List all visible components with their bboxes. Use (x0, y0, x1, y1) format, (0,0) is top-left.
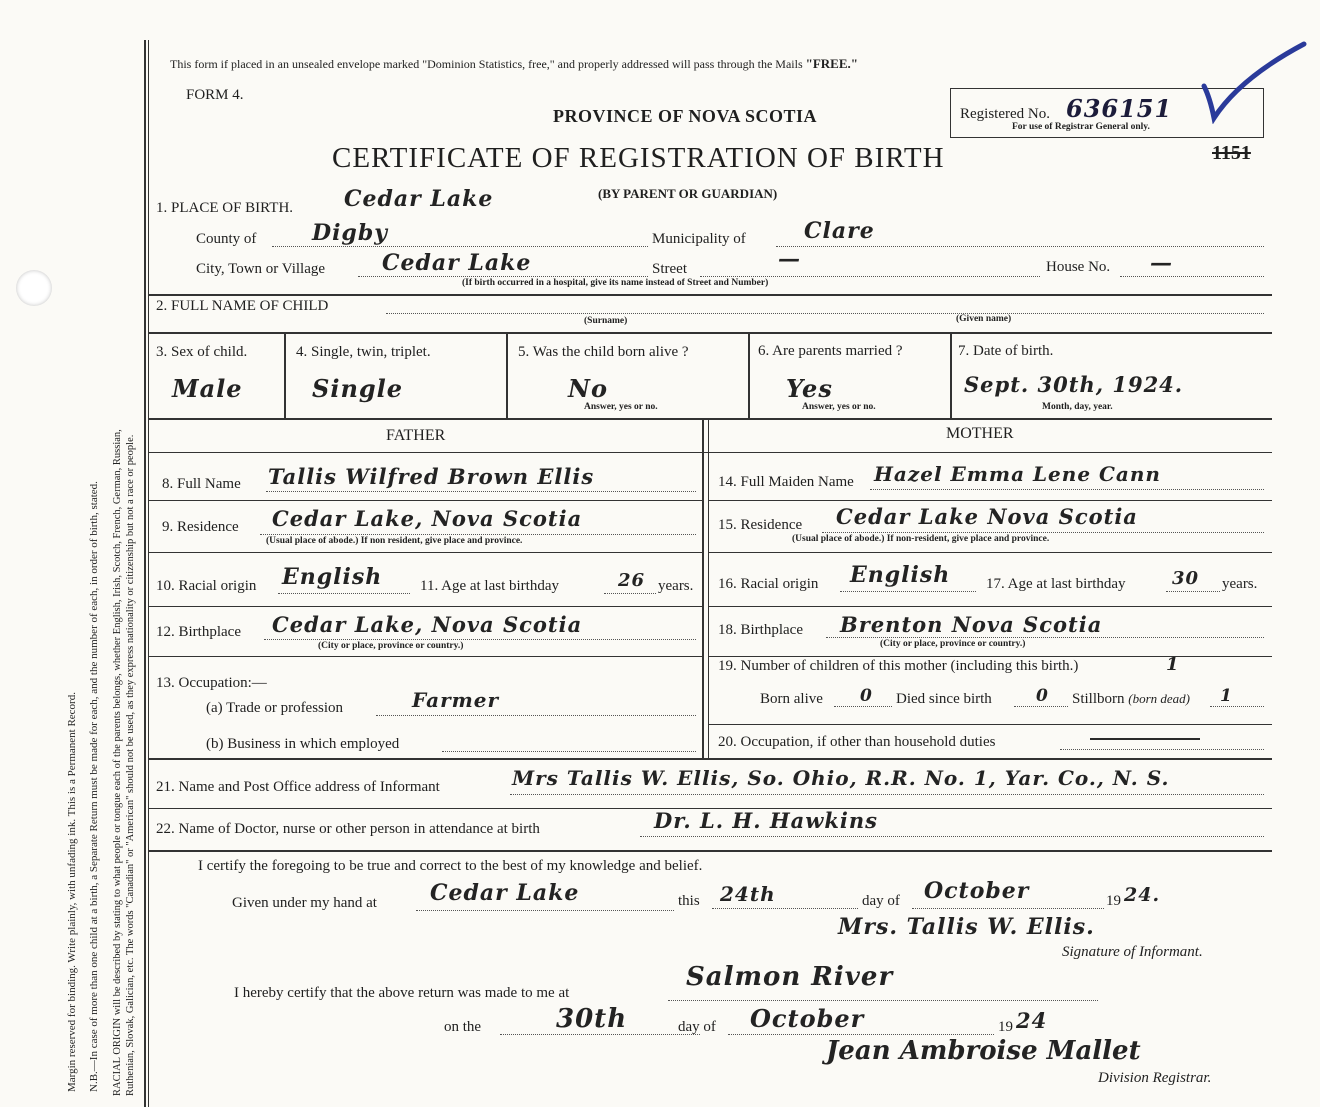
father-business-line (442, 751, 696, 752)
street-value: — (778, 246, 801, 272)
mother-residence-note: (Usual place of abode.) If non-resident, give place and province. (792, 534, 1050, 544)
this-label: this (678, 893, 700, 909)
place-of-birth-value: Cedar Lake (344, 186, 494, 212)
mother-children-value: 1 (1166, 654, 1180, 675)
reg-year-value: 24 (1016, 1008, 1048, 1033)
day-of-label: day of (862, 893, 900, 909)
rule-parents-heading (148, 452, 1272, 453)
mother-birthplace-line (826, 637, 1264, 638)
house-value: — (1150, 250, 1173, 276)
born-alive-value: No (568, 374, 608, 403)
mother-occupation-label: 20. Occupation, if other than household duties (718, 734, 996, 750)
rule-mother-residence (708, 552, 1272, 553)
mother-racial-line (840, 591, 976, 592)
mother-age-value: 30 (1172, 568, 1200, 589)
mother-racial-value: English (850, 562, 951, 588)
mother-birthplace-note: (City or place, province or country.) (880, 639, 1026, 649)
rule-after-parents (148, 758, 1272, 760)
margin-note-binding: Margin reserved for binding. Write plainly, with unfading ink. This is a Permanent Record. (66, 692, 78, 1092)
child-col-divider-4 (950, 332, 952, 418)
county-label: County of (196, 231, 257, 247)
province-heading: PROVINCE OF NOVA SCOTIA (553, 106, 818, 126)
mother-age-label: 17. Age at last birthday (986, 576, 1126, 592)
doctor-label: 22. Name of Doctor, nurse or other person in attendance at birth (156, 821, 540, 837)
child-name-line (386, 313, 1264, 314)
stillborn-value: 1 (1220, 686, 1233, 706)
mail-notice-text: This form if placed in an unsealed envelope marked "Dominion Statistics, free," and properly addressed will pass through the Mails (170, 57, 803, 71)
hospital-note: (If birth occurred in a hospital, give its name instead of Street and Number) (462, 278, 769, 288)
doctor-line (640, 836, 1264, 837)
informant-signature-label: Signature of Informant. (1062, 944, 1203, 960)
father-racial-label: 10. Racial origin (156, 578, 257, 594)
mother-age-line (1166, 591, 1220, 592)
mother-racial-label: 16. Racial origin (718, 576, 819, 592)
reg-day-of-label: day of (678, 1019, 716, 1035)
parents-divider-inner (708, 418, 709, 758)
father-residence-label: 9. Residence (162, 519, 239, 535)
given-month-value: October (924, 878, 1030, 904)
check-mark-icon (1200, 38, 1310, 124)
father-birthplace-note: (City or place, province or country.) (318, 641, 464, 651)
mother-name-label: 14. Full Maiden Name (718, 474, 854, 490)
father-name-value: Tallis Wilfred Brown Ellis (268, 464, 595, 489)
born-alive-count-value: 0 (860, 686, 873, 706)
reg-day-line (500, 1034, 700, 1035)
sex-value: Male (172, 374, 243, 403)
mother-children-label: 19. Number of children of this mother (including this birth.) (718, 658, 1079, 674)
rule-father-residence (148, 552, 702, 553)
plurality-label: 4. Single, twin, triplet. (296, 344, 431, 360)
informant-label: 21. Name and Post Office address of Informant (156, 779, 440, 795)
registrar-note: For use of Registrar General only. (1012, 122, 1150, 132)
father-age-line (604, 593, 656, 594)
county-line (272, 246, 648, 247)
sex-label: 3. Sex of child. (156, 344, 248, 360)
city-value: Cedar Lake (382, 250, 532, 276)
struck-number: 1151 (1212, 142, 1251, 164)
date-of-birth-label: 7. Date of birth. (958, 343, 1054, 359)
father-racial-value: English (282, 564, 383, 590)
informant-signature: Mrs. Tallis W. Ellis. (838, 914, 1095, 940)
died-since-birth-value: 0 (1036, 686, 1049, 706)
on-the-label: on the (444, 1019, 482, 1035)
mail-notice-free: "FREE." (805, 56, 858, 71)
rule-after-section1 (148, 294, 1272, 296)
child-col-divider-1 (284, 332, 286, 418)
mother-residence-line (822, 532, 1264, 533)
doctor-value: Dr. L. H. Hawkins (654, 808, 878, 833)
father-trade-line (376, 715, 696, 716)
informant-value: Mrs Tallis W. Ellis, So. Ohio, R.R. No. 1, Yar. Co., N. S. (512, 766, 1170, 790)
father-name-label: 8. Full Name (162, 476, 241, 492)
father-occupation-label: 13. Occupation:— (156, 675, 267, 691)
father-heading: FATHER (386, 427, 446, 444)
form-left-border (144, 40, 146, 1107)
born-alive-count-label: Born alive (760, 691, 823, 707)
reg-day-value: 30th (556, 1004, 628, 1034)
mail-notice (170, 56, 858, 72)
registrar-place-line (668, 1000, 1098, 1001)
date-of-birth-note: Month, day, year. (1042, 402, 1113, 412)
mother-residence-label: 15. Residence (718, 517, 803, 533)
mother-heading: MOTHER (946, 425, 1014, 442)
born-alive-label: 5. Was the child born alive ? (518, 344, 689, 360)
father-residence-value: Cedar Lake, Nova Scotia (272, 506, 583, 531)
given-under-hand-label: Given under my hand at (232, 895, 377, 911)
plurality-value: Single (312, 374, 404, 403)
mother-occupation-line (1060, 749, 1264, 750)
rule-father-racial (148, 606, 702, 607)
given-day-line (712, 908, 858, 909)
father-residence-line (260, 534, 696, 535)
father-business-label: (b) Business in which employed (206, 736, 400, 752)
mother-name-value: Hazel Emma Lene Cann (874, 462, 1161, 486)
given-place-value: Cedar Lake (430, 880, 580, 906)
reg-year-prefix: 19 (998, 1019, 1013, 1035)
mother-birthplace-label: 18. Birthplace (718, 622, 803, 638)
given-place-line (416, 910, 674, 911)
street-label: Street (652, 261, 687, 277)
father-racial-line (278, 593, 410, 594)
date-of-birth-value: Sept. 30th, 1924. (964, 372, 1184, 397)
father-name-line (266, 491, 696, 492)
parents-divider-outer (702, 418, 704, 758)
registered-number: 636151 (1066, 94, 1173, 123)
street-line (700, 276, 1040, 277)
municipality-line (776, 246, 1264, 247)
mother-occupation-value (1090, 738, 1200, 740)
city-line (358, 276, 648, 277)
registered-label: Registered No. (960, 106, 1050, 122)
father-residence-note: (Usual place of abode.) If non resident, give place and province. (266, 536, 523, 546)
father-birthplace-label: 12. Birthplace (156, 624, 241, 640)
mother-residence-value: Cedar Lake Nova Scotia (836, 504, 1138, 529)
born-alive-count-line (834, 706, 892, 707)
given-month-line (912, 908, 1104, 909)
father-age-label: 11. Age at last birthday (420, 578, 559, 594)
stillborn-line (1210, 706, 1264, 707)
given-year-value: 24. (1124, 884, 1161, 906)
rule-mother-children (708, 724, 1272, 725)
margin-note-multiple-births: N.B.—In case of more than one child at a birth, a Separate Return must be made for each, and the number of each, in order of birth, stated. (88, 481, 100, 1092)
mother-birthplace-value: Brenton Nova Scotia (840, 612, 1103, 637)
registrar-statement: I hereby certify that the above return was made to me at (234, 985, 570, 1001)
child-name-label: 2. FULL NAME OF CHILD (156, 298, 329, 314)
rule-after-section2 (148, 332, 1272, 334)
parents-married-value: Yes (786, 374, 833, 403)
margin-note-racial-origin: RACIAL ORIGIN will be described by stating to what people or tongue each of the parents belongs, whether English, Irish, Scotch, French, German, Russian, (112, 429, 123, 1096)
rule-father-birthplace (148, 656, 702, 657)
father-age-value: 26 (618, 570, 646, 591)
registrar-place-value: Salmon River (686, 962, 894, 992)
rule-after-doctor (148, 850, 1272, 852)
municipality-value: Clare (804, 218, 875, 244)
reg-month-line (728, 1034, 994, 1035)
place-of-birth-label: 1. PLACE OF BIRTH. (156, 200, 294, 216)
certificate-subtitle: (BY PARENT OR GUARDIAN) (598, 186, 778, 201)
form-number: FORM 4. (186, 87, 244, 103)
surname-note: (Surname) (584, 316, 628, 326)
child-col-divider-2 (506, 332, 508, 418)
died-since-birth-line (1014, 706, 1068, 707)
punch-hole-top (16, 270, 52, 306)
certify-statement: I certify the foregoing to be true and correct to the best of my knowledge and belief. (198, 858, 703, 874)
municipality-label: Municipality of (652, 231, 746, 247)
given-year-prefix: 19 (1106, 893, 1121, 909)
rule-mother-birthplace (708, 656, 1272, 657)
given-name-note: (Given name) (956, 314, 1012, 324)
reg-month-value: October (750, 1004, 865, 1033)
certificate-title: CERTIFICATE OF REGISTRATION OF BIRTH (332, 142, 945, 174)
born-alive-note: Answer, yes or no. (584, 402, 658, 412)
rule-mother-name (708, 500, 1272, 501)
stillborn-label (1072, 691, 1190, 708)
parents-married-note: Answer, yes or no. (802, 402, 876, 412)
city-label: City, Town or Village (196, 261, 326, 277)
given-day-value: 24th (720, 882, 776, 906)
father-birthplace-line (264, 639, 696, 640)
stillborn-label-text: Stillborn (1072, 691, 1125, 707)
form-left-border-inner (148, 40, 149, 1107)
mother-years: years. (1222, 576, 1258, 592)
county-value: Digby (312, 220, 388, 246)
rule-father-name (148, 500, 702, 501)
informant-line (510, 794, 1264, 795)
registrar-signature: Jean Ambroise Mallet (826, 1036, 1141, 1066)
house-line (1120, 276, 1264, 277)
mother-name-line (870, 489, 1264, 490)
father-years: years. (658, 578, 694, 594)
rule-after-child-row (148, 418, 1272, 420)
house-label: House No. (1046, 259, 1111, 275)
died-since-birth-label: Died since birth (896, 691, 992, 707)
child-col-divider-3 (748, 332, 750, 418)
parents-married-label: 6. Are parents married ? (758, 343, 903, 359)
margin-note-racial-origin-2: Ruthenian, Slovak, Galician, etc. The words "Canadian" or "American" should not be used, as they express nationality or citizenship but not a race or people. (125, 434, 136, 1096)
registrar-signature-label: Division Registrar. (1098, 1070, 1212, 1086)
father-birthplace-value: Cedar Lake, Nova Scotia (272, 612, 583, 637)
rule-mother-racial (708, 606, 1272, 607)
father-trade-label: (a) Trade or profession (206, 700, 344, 716)
father-trade-value: Farmer (412, 688, 500, 712)
stillborn-note: (born dead) (1128, 691, 1191, 706)
